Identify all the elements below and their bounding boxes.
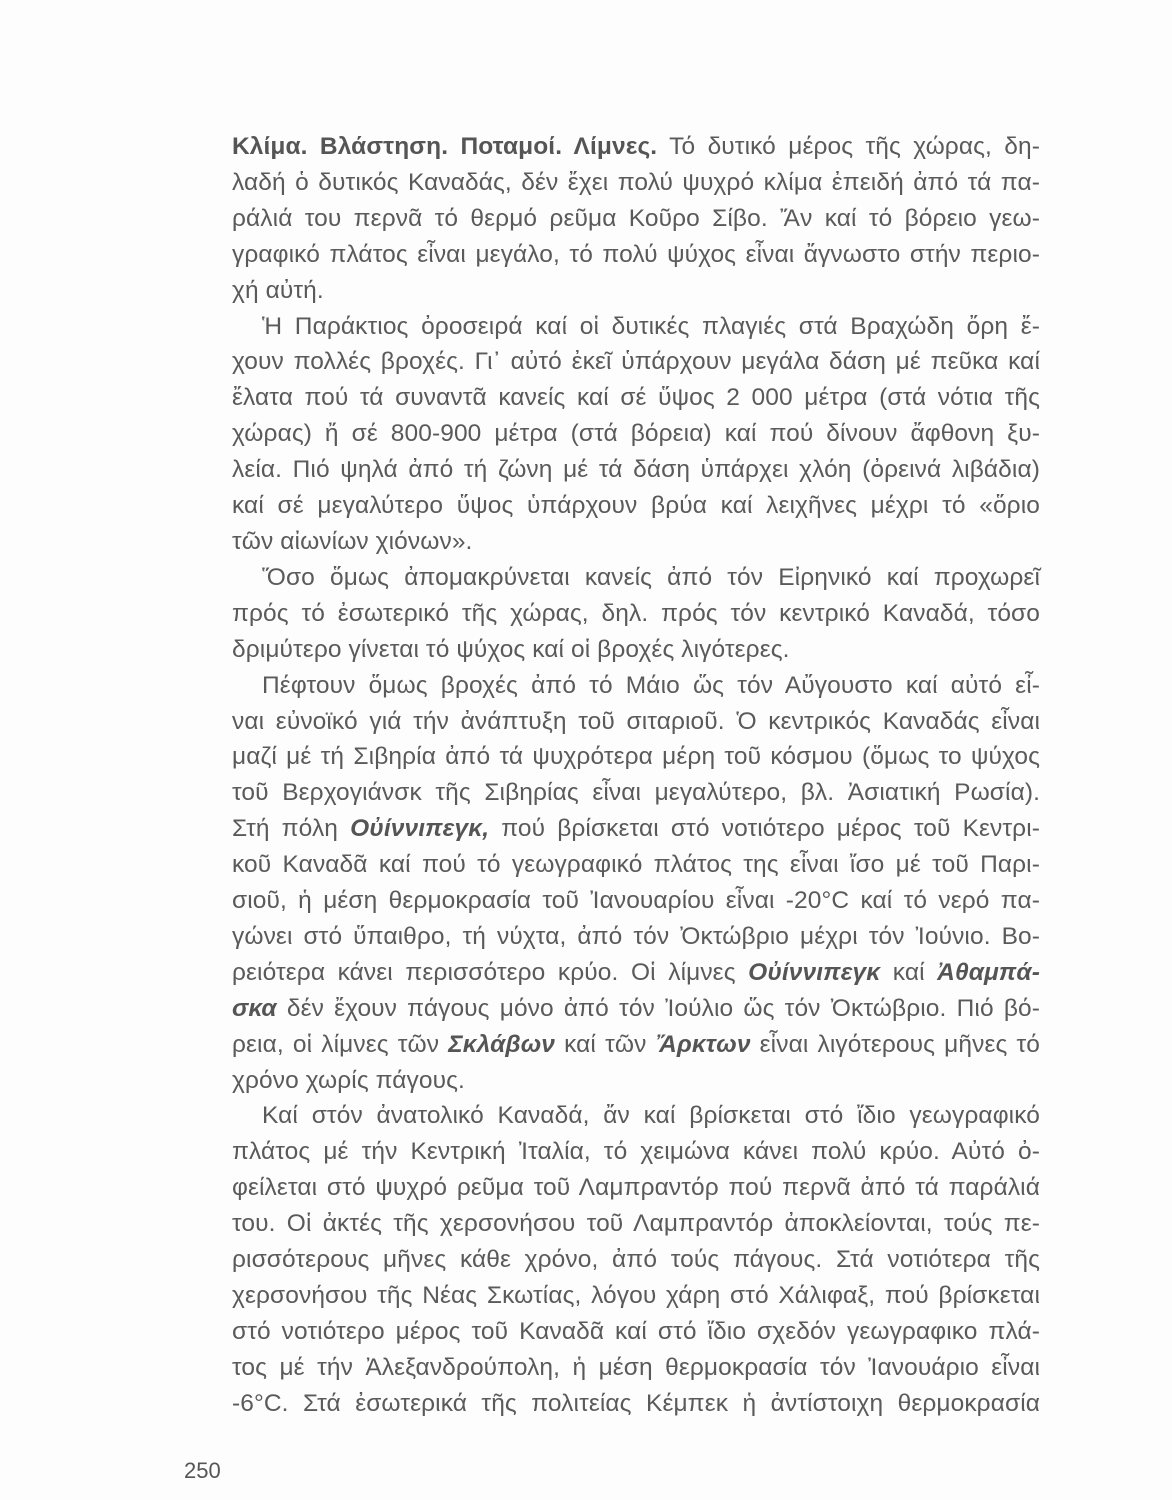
paragraph — [232, 129, 1040, 309]
text-run: Ἡ Παράκτιος ὀροσειρά καί οἱ δυτικές πλαγιές στά Βραχώδη ὄρη ἔ- — [262, 312, 1040, 340]
text-run: ναι εὐνοϊκό γιά τήν ἀνάπτυξη τοῦ σιταριοῦ. Ὁ κεντρικός Καναδάς εἶναι — [232, 707, 1040, 735]
text-run: στό νοτιότερο μέρος τοῦ Καναδᾶ καί στό ἴδιο σχεδόν γεωγραφικο πλά- — [232, 1317, 1040, 1345]
text-line — [232, 991, 1040, 1027]
text-line — [232, 775, 1040, 811]
text-line — [232, 811, 1040, 847]
page-number: 250 — [184, 1458, 221, 1483]
text-line — [232, 237, 1040, 273]
emphasized-text: σκα — [232, 994, 277, 1022]
text-run: χερσονήσου τῆς Νέας Σκωτίας, λόγου χάρη στό Χάλιφαξ, πού βρίσκεται — [232, 1282, 1040, 1309]
emphasized-text: Σκλάβων — [448, 1030, 555, 1058]
text-line — [232, 1242, 1040, 1278]
text-line — [232, 416, 1040, 452]
text-run: ρειότερα κάνει περισσότερο κρύο. Οἱ λίμνες — [232, 958, 749, 986]
text-run: χή αὐτή. — [232, 276, 324, 304]
text-run: τῶν αἰωνίων χιόνων». — [232, 527, 473, 555]
text-line — [232, 165, 1040, 201]
text-line — [232, 668, 1040, 704]
text-line — [232, 380, 1040, 416]
text-run: Στή πόλη — [232, 815, 351, 843]
text-run: χουν πολλές βροχές. Γι᾽ αὐτό ἐκεῖ ὑπάρχουν μεγάλα δάση μέ πεῦκα καί — [232, 348, 1040, 376]
text-line — [232, 1278, 1040, 1314]
text-line — [232, 596, 1040, 632]
text-run: μαζί μέ τή Σιβηρία ἀπό τά ψυχρότερα μέρη τοῦ κόσμου (ὅμως το ψύχος — [232, 743, 1040, 771]
text-line — [232, 1134, 1040, 1170]
text-run: -6°C. Στά ἐσωτερικά τῆς πολιτείας Κέμπεκ ἡ ἀντίστοιχη θερμοκρασία — [232, 1389, 1040, 1417]
text-line — [232, 488, 1040, 524]
text-line — [232, 129, 1040, 165]
text-line — [232, 883, 1040, 919]
text-line — [232, 632, 1040, 668]
text-line — [232, 739, 1040, 775]
text-run: ἔλατα πού τά συναντᾶ κανείς καί σέ ὕψος 2 000 μέτρα (στά νότια τῆς — [232, 384, 1040, 412]
text-line — [232, 1063, 1040, 1099]
emphasized-text: Οὐίννιπεγκ — [748, 958, 881, 986]
text-run: χρόνο χωρίς πάγους. — [232, 1066, 465, 1094]
text-run: εἶναι λιγότερους μῆνες τό — [750, 1030, 1041, 1058]
text-run: του. Οἱ ἀκτές τῆς χερσονήσου τοῦ Λαμπραντόρ ἀποκλείονται, τούς πε- — [232, 1210, 1040, 1238]
text-line — [232, 919, 1040, 955]
emphasized-text: Ἀθαμπά- — [937, 958, 1040, 986]
text-line — [232, 1098, 1040, 1134]
text-run: λαδή ὁ δυτικός Καναδάς, δέν ἔχει πολύ ψυχρό κλίμα ἐπειδή ἀπό τά πα- — [232, 168, 1040, 196]
text-run: τοῦ Βερχογιάνσκ τῆς Σιβηρίας εἶναι μεγαλύτερο, βλ. Ἀσιατική Ρωσία). — [232, 779, 1040, 807]
text-run: πλάτος μέ τήν Κεντρική Ἰταλία, τό χειμώνα κάνει πολύ κρύο. Αὐτό ὀ- — [232, 1138, 1040, 1166]
page-body-text — [232, 129, 1040, 1422]
emphasized-text: Κλίμα. Βλάστηση. Ποταμοί. Λίμνες. — [232, 133, 658, 160]
text-run: ρεια, οἱ λίμνες τῶν — [232, 1030, 449, 1058]
text-line — [232, 524, 1040, 560]
text-run: τος μέ τήν Ἀλεξανδρούπολη, ἡ μέση θερμοκρασία τόν Ἰανουάριο εἶναι — [232, 1353, 1040, 1381]
text-line — [232, 1386, 1040, 1422]
text-run: καί σέ μεγαλύτερο ὕψος ὑπάρχουν βρύα καί λειχῆνες μέχρι τό «ὅριο — [232, 492, 1040, 520]
paragraph — [232, 1098, 1040, 1421]
text-run: ράλιά του περνᾶ τό θερμό ρεῦμα Κοῦρο Σίβο. Ἄν καί τό βόρειο γεω- — [232, 204, 1040, 232]
emphasized-text: Ἄρκτων — [655, 1030, 751, 1058]
text-line — [232, 201, 1040, 237]
text-line — [232, 452, 1040, 488]
text-run: κοῦ Καναδᾶ καί πού τό γεωγραφικό πλάτος της εἶναι ἴσο μέ τοῦ Παρι- — [232, 851, 1040, 879]
text-run: δριμύτερο γίνεται τό ψύχος καί οἱ βροχές λιγότερες. — [232, 635, 790, 663]
text-run: γώνει στό ὕπαιθρο, τή νύχτα, ἀπό τόν Ὀκτώβριο μέχρι τόν Ἰούνιο. Βο- — [232, 922, 1040, 950]
paragraph — [232, 668, 1040, 1099]
text-run: λεία. Πιό ψηλά ἀπό τή ζώνη μέ τά δάση ὑπάρχει χλόη (ὀρεινά λιβάδια) — [232, 456, 1040, 484]
text-line — [232, 273, 1040, 309]
text-line — [232, 1027, 1040, 1063]
text-run: φείλεται στό ψυχρό ρεῦμα τοῦ Λαμπραντόρ πού περνᾶ ἀπό τά παράλιά — [232, 1174, 1040, 1202]
text-line — [232, 704, 1040, 740]
text-line — [232, 1206, 1040, 1242]
text-line — [232, 560, 1040, 596]
text-line — [232, 1314, 1040, 1350]
emphasized-text: Οὐίννιπεγκ, — [350, 815, 490, 843]
text-run: γραφικό πλάτος εἶναι μεγάλο, τό πολύ ψύχος εἶναι ἄγνωστο στήν περιο- — [232, 240, 1040, 268]
text-run: δέν ἔχουν πάγους μόνο ἀπό τόν Ἰούλιο ὥς τόν Ὀκτώβριο. Πιό βό- — [276, 994, 1040, 1022]
text-line — [232, 847, 1040, 883]
text-run: Καί στόν ἀνατολικό Καναδά, ἄν καί βρίσκεται στό ἴδιο γεωγραφικό — [262, 1102, 1040, 1130]
text-run: πού βρίσκεται στό νοτιότερο μέρος τοῦ Κεντρι- — [489, 815, 1041, 843]
text-line — [232, 1170, 1040, 1206]
text-line — [232, 1350, 1040, 1386]
text-run: Τό δυτικό μέρος τῆς χώρας, δη- — [657, 133, 1040, 160]
text-line — [232, 955, 1040, 991]
text-run: Ὅσο ὅμως ἀπομακρύνεται κανείς ἀπό τόν Εἰρηνικό καί προχωρεῖ — [262, 563, 1040, 591]
text-run: ρισσότερους μῆνες κάθε χρόνο, ἀπό τούς πάγους. Στά νοτιότερα τῆς — [232, 1246, 1040, 1274]
paragraph — [232, 560, 1040, 668]
text-line — [232, 309, 1040, 345]
text-run: πρός τό ἐσωτερικό τῆς χώρας, δηλ. πρός τόν κεντρικό Καναδά, τόσο — [232, 599, 1040, 627]
text-run: σιοῦ, ἡ μέση θερμοκρασία τοῦ Ἰανουαρίου εἶναι -20°C καί τό νερό πα- — [232, 887, 1040, 915]
text-run: καί τῶν — [555, 1030, 656, 1058]
text-run: καί — [880, 958, 938, 986]
text-run: χώρας) ἤ σέ 800-900 μέτρα (στά βόρεια) καί πού δίνουν ἄφθονη ξυ- — [232, 420, 1040, 448]
text-line — [232, 344, 1040, 380]
paragraph — [232, 309, 1040, 560]
text-run: Πέφτουν ὅμως βροχές ἀπό τό Μάιο ὥς τόν Αὔγουστο καί αὐτό εἶ- — [262, 671, 1040, 699]
